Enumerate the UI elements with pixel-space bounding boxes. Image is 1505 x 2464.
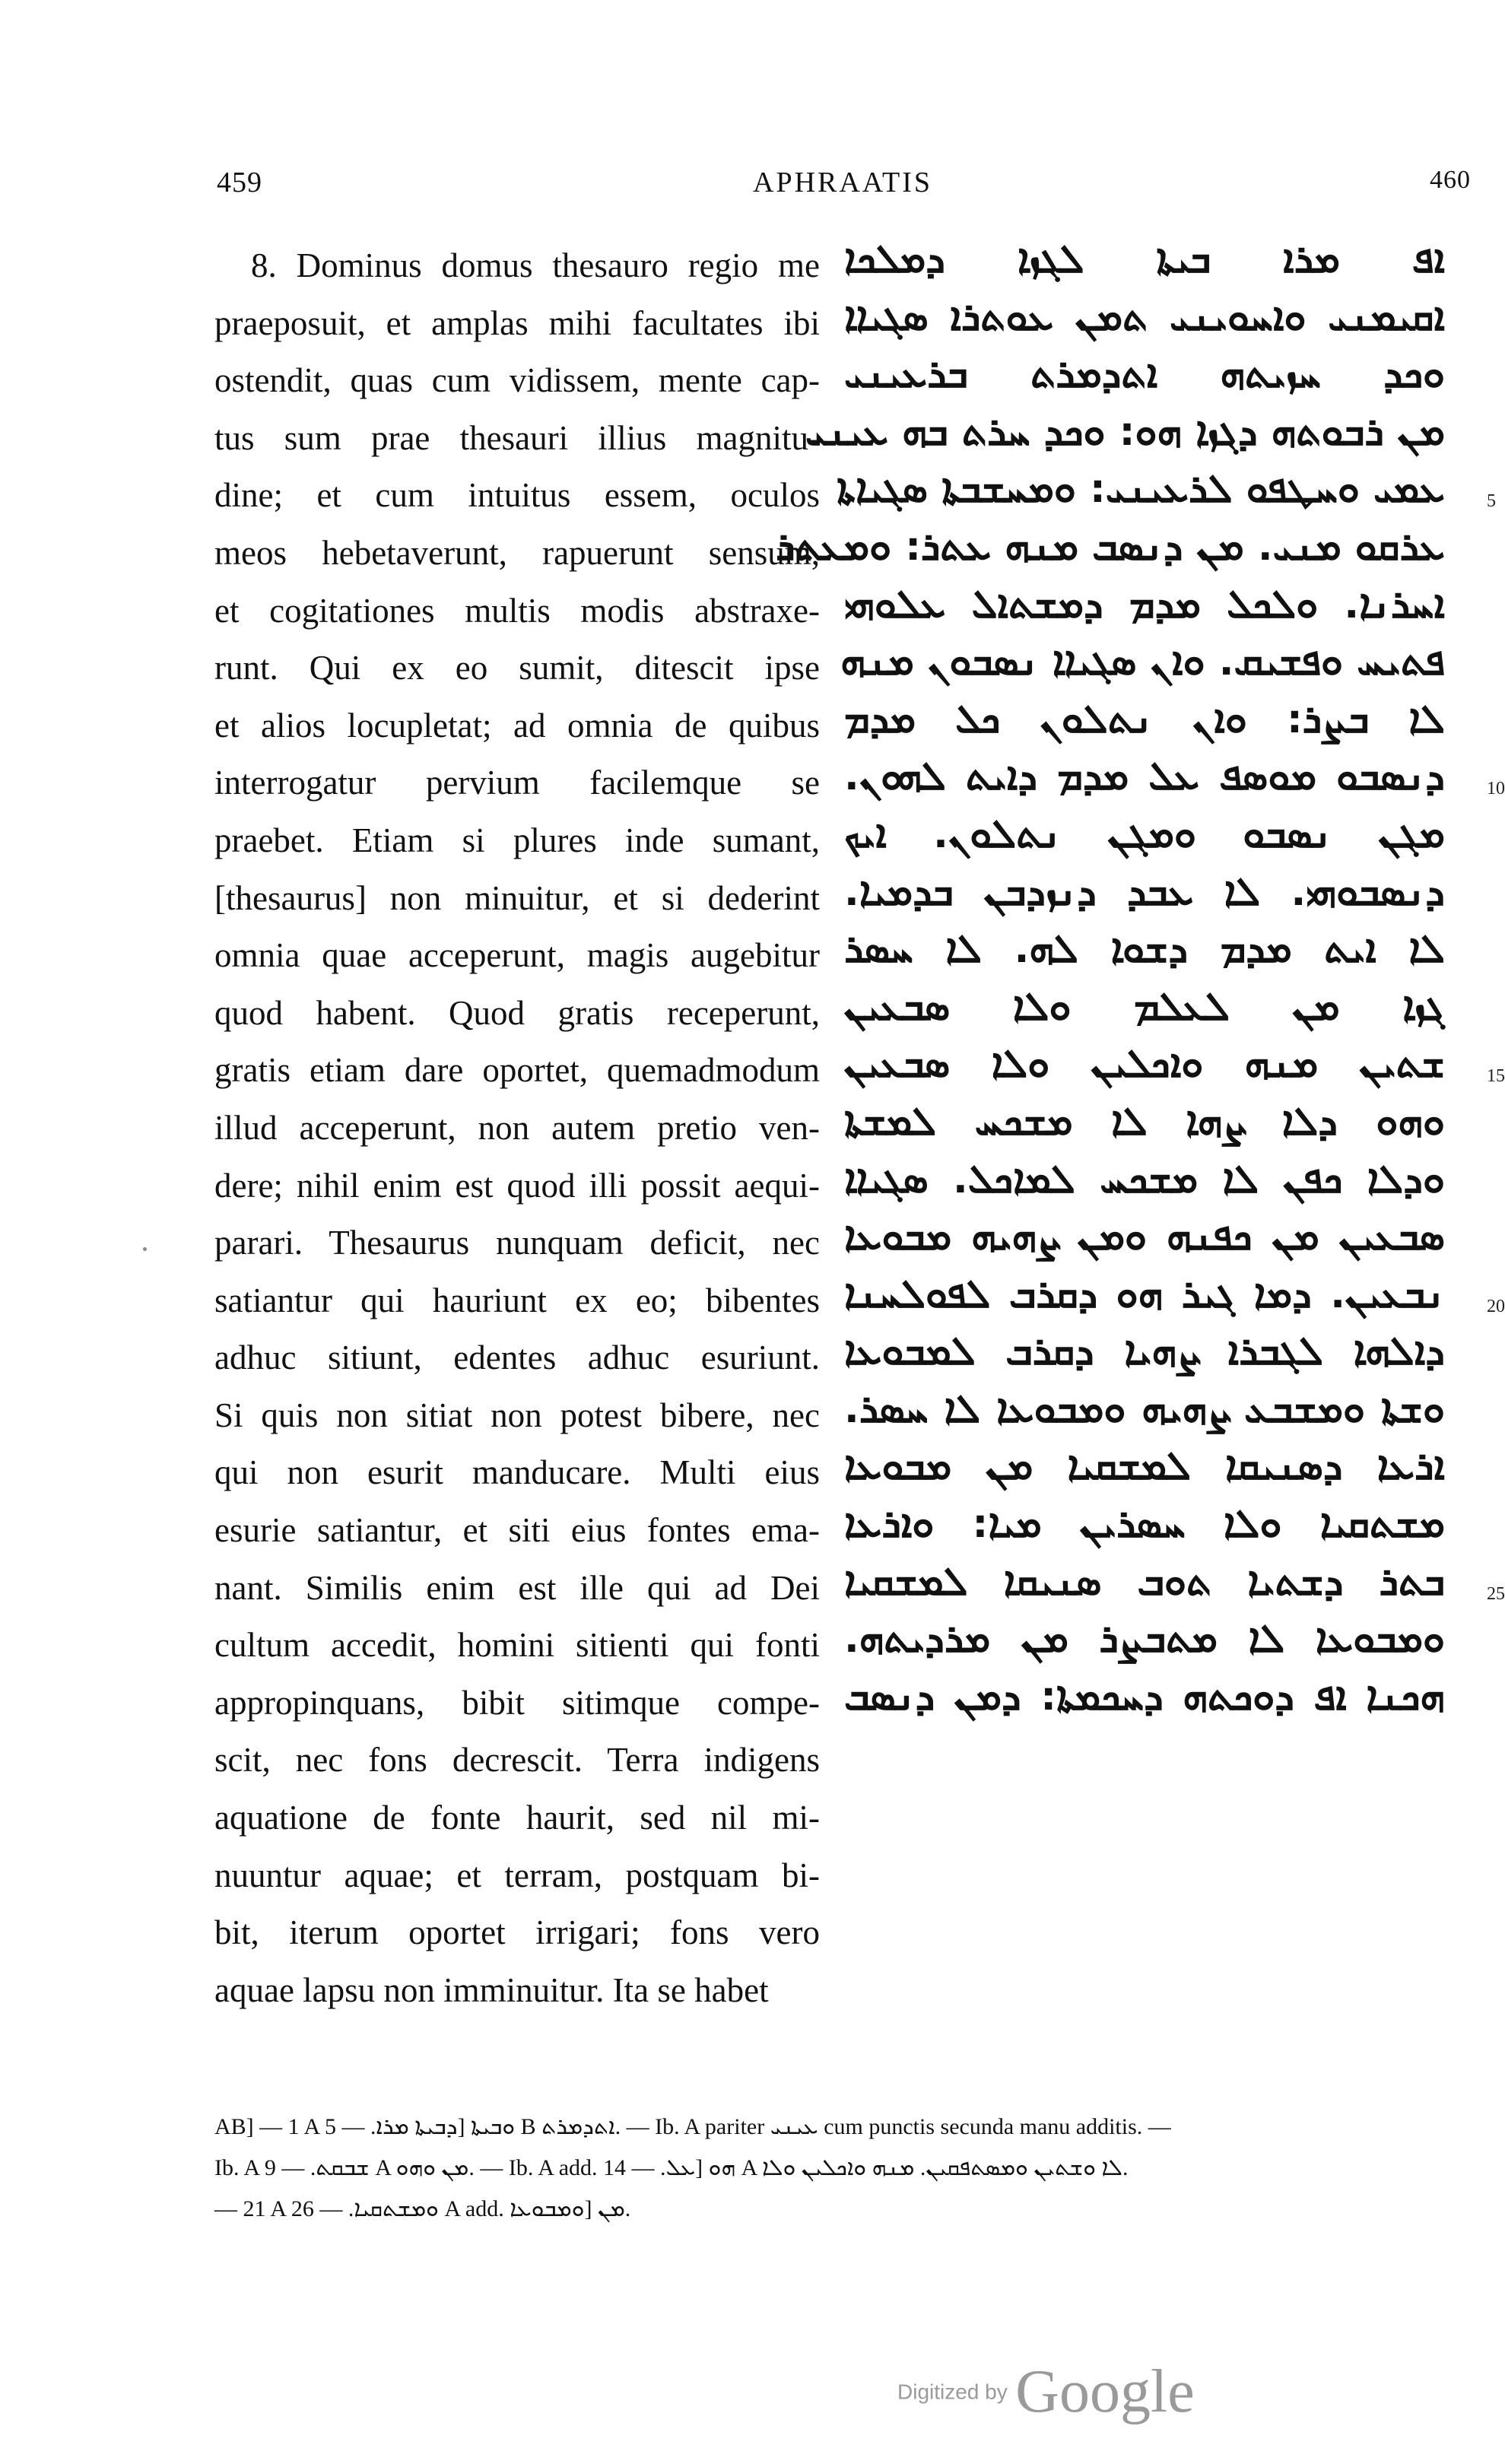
watermark-prefix: Digitized by: [897, 2380, 1008, 2404]
syriac-line: ܦܬܝܚ ܘܦܫܝܩ. ܘܐܢ ܣܓܝܐܐ ܢܣܒܘܢ ܡܢܗ: [840, 639, 1445, 685]
latin-line: Si quis non sitiat non potest bibere, nec: [214, 1396, 820, 1434]
latin-line: aquae lapsu non imminuitur. Ita se habet: [214, 1970, 769, 2009]
latin-line: appropinquans, bibit sitimque compe-: [214, 1683, 820, 1722]
latin-line: 8. Dominus domus thesauro regio me: [251, 246, 820, 284]
syriac-line: ܡܓܢ ܢܣܒܘ ܘܡܓܢ ܢܬܠܘܢ. ܐܝܟ: [844, 811, 1445, 857]
syriac-line: ܘܡܒܘܥܐ ܠܐ ܡܬܒܨܪ ܡܢ ܡܪܕܝܬܗ.: [844, 1616, 1445, 1662]
margin-line-number: 15: [1487, 1066, 1505, 1087]
latin-line: bit, iterum oportet irrigari; fons vero: [214, 1913, 820, 1952]
latin-line: adhuc sitiunt, edentes adhuc esuriunt.: [214, 1338, 820, 1377]
syriac-line: ܐܪܥܐ ܕܣܢܝܩܐ ܠܡܫܩܝܐ ܡܢ ܡܒܘܥܐ: [844, 1443, 1445, 1490]
syriac-line: ܐܚܪܢܐ. ܘܠܟܠ ܡܕܡ ܕܡܫܬܐܠ ܥܠܘܗܝ: [844, 581, 1445, 627]
margin-line-number: 5: [1487, 491, 1496, 512]
syriac-line: ܕܐܠܗܐ ܠܓܒܪܐ ܨܗܝܐ ܕܩܪܒ ܠܡܒܘܥܐ: [844, 1329, 1445, 1375]
latin-line: gratis etiam dare oportet, quemadmodum: [214, 1051, 820, 1090]
syriac-column: [776, 231, 1445, 1726]
syriac-line: ܥܪܩܘ ܡܢܝ. ܡܢ ܕܢܣܒ ܡܢܗ ܥܬܪ: ܘܡܥܬܪ: [776, 523, 1445, 570]
syriac-line: ܫܬܝܢ ܡܢܗ ܘܐܟܠܝܢ ܘܠܐ ܣܒܥܝܢ: [844, 1041, 1445, 1088]
syriac-line: ܗܟܢܐ ܐܦ ܕܘܟܬܗ ܕܚܟܡܬܐ: ܕܡܢ ܕܢܣܒ: [844, 1673, 1445, 1719]
latin-line: et alios locupletat; ad omnia de quibus: [214, 706, 820, 745]
footnotes: [214, 2107, 1484, 2230]
syriac-line: ܕܢܣܒܘܗܝ. ܠܐ ܥܒܕ ܕܢܙܕܒܢ ܒܕܡܝܐ.: [844, 868, 1445, 915]
latin-line: parari. Thesaurus nunquam deficit, nec: [214, 1224, 820, 1262]
latin-line: et cogitationes multis modis abstraxe-: [214, 591, 820, 630]
latin-line: tus sum prae thesauri illius magnitu-: [214, 418, 820, 457]
page-number-right: 460: [1430, 166, 1471, 194]
margin-line-number: 25: [1487, 1583, 1505, 1604]
syriac-line: ܕܢܣܒܘ ܡܘܣܦ ܥܠ ܡܕܡ ܕܐܝܬ ܠܗܘܢ.: [844, 754, 1445, 800]
latin-line: meos hebetaverunt, rapuerunt sensum,: [214, 533, 820, 572]
latin-line: omnia quae acceperunt, magis augebitur: [214, 936, 820, 975]
latin-line: qui non esurit manducare. Multi eius: [214, 1453, 820, 1492]
latin-line: nant. Similis enim est ille qui ad Dei: [214, 1568, 820, 1607]
running-title: APHRAATIS: [753, 167, 933, 198]
syriac-line: ܢܒܥܝܢ. ܕܡܐ ܓܝܪ ܗܘ ܕܩܪܒ ܠܦܘܠܚܢܐ: [844, 1271, 1445, 1317]
latin-line: scit, nec fons decrescit. Terra indigens: [214, 1741, 820, 1780]
syriac-line: ܠܐ ܐܝܬ ܡܕܡ ܕܫܘܐ ܠܗ. ܠܐ ܚܣܪ: [844, 926, 1445, 973]
latin-line: aquatione de fonte haurit, sed nil mi-: [214, 1799, 820, 1837]
latin-line: dine; et cum intuitus essem, oculos: [214, 476, 820, 515]
footnote-line: — 21 A ܘܡܫܬܩܝܐ. — 26 A add. ܡܢ [ܘܡܒܘܥܐ.: [214, 2196, 631, 2221]
google-logo: Google: [1015, 2358, 1195, 2425]
syriac-line: ܣܒܥܝܢ ܡܢ ܟܦܢܗ ܘܡܢ ܨܗܝܗ ܡܒܘܥܐ: [844, 1214, 1445, 1260]
syriac-line: ܡܢ ܪܒܘܬܗ ܕܓܙܐ ܗܘ: ܘܟܕ ܚܪܬ ܒܗ ܥܝܢܝ: [805, 408, 1445, 455]
syriac-line: ܥܡܝ ܘܚܛܦܘ ܠܪܥܝܢܝ: ܘܡܚܫܒܬܐ ܣܓܝܐܬܐ: [837, 466, 1445, 513]
syriac-line: ܐܦ ܡܪܐ ܒܝܬܐ ܠܓܙܐ ܕܡܠܟܐ: [844, 237, 1445, 282]
syriac-line: ܠܐ ܒܨܪ: ܘܐܢ ܢܬܠܘܢ ܟܠ ܡܕܡ: [844, 696, 1445, 742]
syriac-line: ܘܫܬܐ ܘܡܫܒܥ ܨܗܝܗ ܘܡܒܘܥܐ ܠܐ ܚܣܪ.: [844, 1386, 1445, 1432]
digitized-watermark: [897, 2358, 1195, 2427]
latin-line: runt. Qui ex eo sumit, ditescit ipse: [214, 649, 820, 687]
latin-line: interrogatur pervium facilemque se: [214, 764, 820, 802]
latin-line: [thesaurus] non minuitur, et si dederint: [214, 878, 820, 917]
latin-line: nuuntur aquae; et terram, postquam bi-: [214, 1856, 820, 1894]
footnote-line: Ib. A ܫܒܩܬ. — 9 A ܡܢ ܘܗܘ. — Ib. A add. ܗܘ [ܥܠ. — 14 A ܠܐ ܘܫܬܝܢ ܘܡܣܬܦܩܝܢ. ܡܢܗ ܘܐܟܠܝܢ ܘܠܐ.: [214, 2155, 1129, 2180]
latin-column: [214, 237, 820, 2019]
footnote-line: AB] — 1 A ܘܒܝܬܐ [ܕܒܝܬܐ ܡܪܐ. — 5 B ܐܬܕܡܪܬ. — Ib. A pariter ܥܝܢܝ cum punctis secunda manu additis. —: [214, 2114, 1171, 2139]
syriac-line: ܒܬܪ ܕܫܬܝܐ ܬܘܒ ܣܢܝܩܐ ܠܡܫܩܝܐ: [844, 1558, 1445, 1605]
syriac-line: ܘܕܠܐ ܟܦܢ ܠܐ ܡܫܟܚ ܠܡܐܟܠ. ܣܓܝܐܐ: [844, 1156, 1445, 1202]
syriac-line: ܘܟܕ ܚܙܝܬܗ ܐܬܕܡܪܬ ܒܪܥܝܢܝ: [844, 351, 1445, 398]
margin-line-number: 20: [1487, 1296, 1505, 1316]
latin-line: quod habent. Quod gratis receperunt,: [214, 993, 820, 1032]
syriac-line: ܐܩܝܡܢܝ ܘܐܚܘܝܢܝ ܬܡܢ ܥܘܬܪܐ ܣܓܝܐܐ: [844, 294, 1445, 340]
syriac-line: ܡܫܬܩܝܐ ܘܠܐ ܚܣܪܝܢ ܡܝܐ: ܘܐܪܥܐ: [844, 1501, 1445, 1548]
page-number-left: 459: [217, 167, 262, 198]
latin-line: dere; nihil enim est quod illi possit aequi-: [214, 1166, 820, 1205]
latin-line: satiantur qui hauriunt ex eo; bibentes: [214, 1281, 820, 1319]
syriac-line: ܓܙܐ ܡܢ ܠܥܠܡ ܘܠܐ ܣܒܥܝܢ: [844, 983, 1445, 1030]
latin-line: esurie satiantur, et siti eius fontes ema-: [214, 1511, 820, 1550]
latin-line: praebet. Etiam si plures inde sumant,: [214, 821, 820, 859]
latin-line: cultum accedit, homini sitienti qui fonti: [214, 1626, 820, 1665]
latin-line: praeposuit, et amplas mihi facultates ibi: [214, 303, 820, 342]
latin-line: ostendit, quas cum vidissem, mente cap-: [214, 361, 820, 400]
scan-speck: [143, 1247, 147, 1251]
margin-line-number: 10: [1487, 779, 1505, 799]
latin-line: illud acceperunt, non autem pretio ven-: [214, 1108, 820, 1147]
syriac-line: ܘܗܘ ܕܠܐ ܨܗܐ ܠܐ ܡܫܟܚ ܠܡܫܬܐ: [844, 1098, 1445, 1145]
